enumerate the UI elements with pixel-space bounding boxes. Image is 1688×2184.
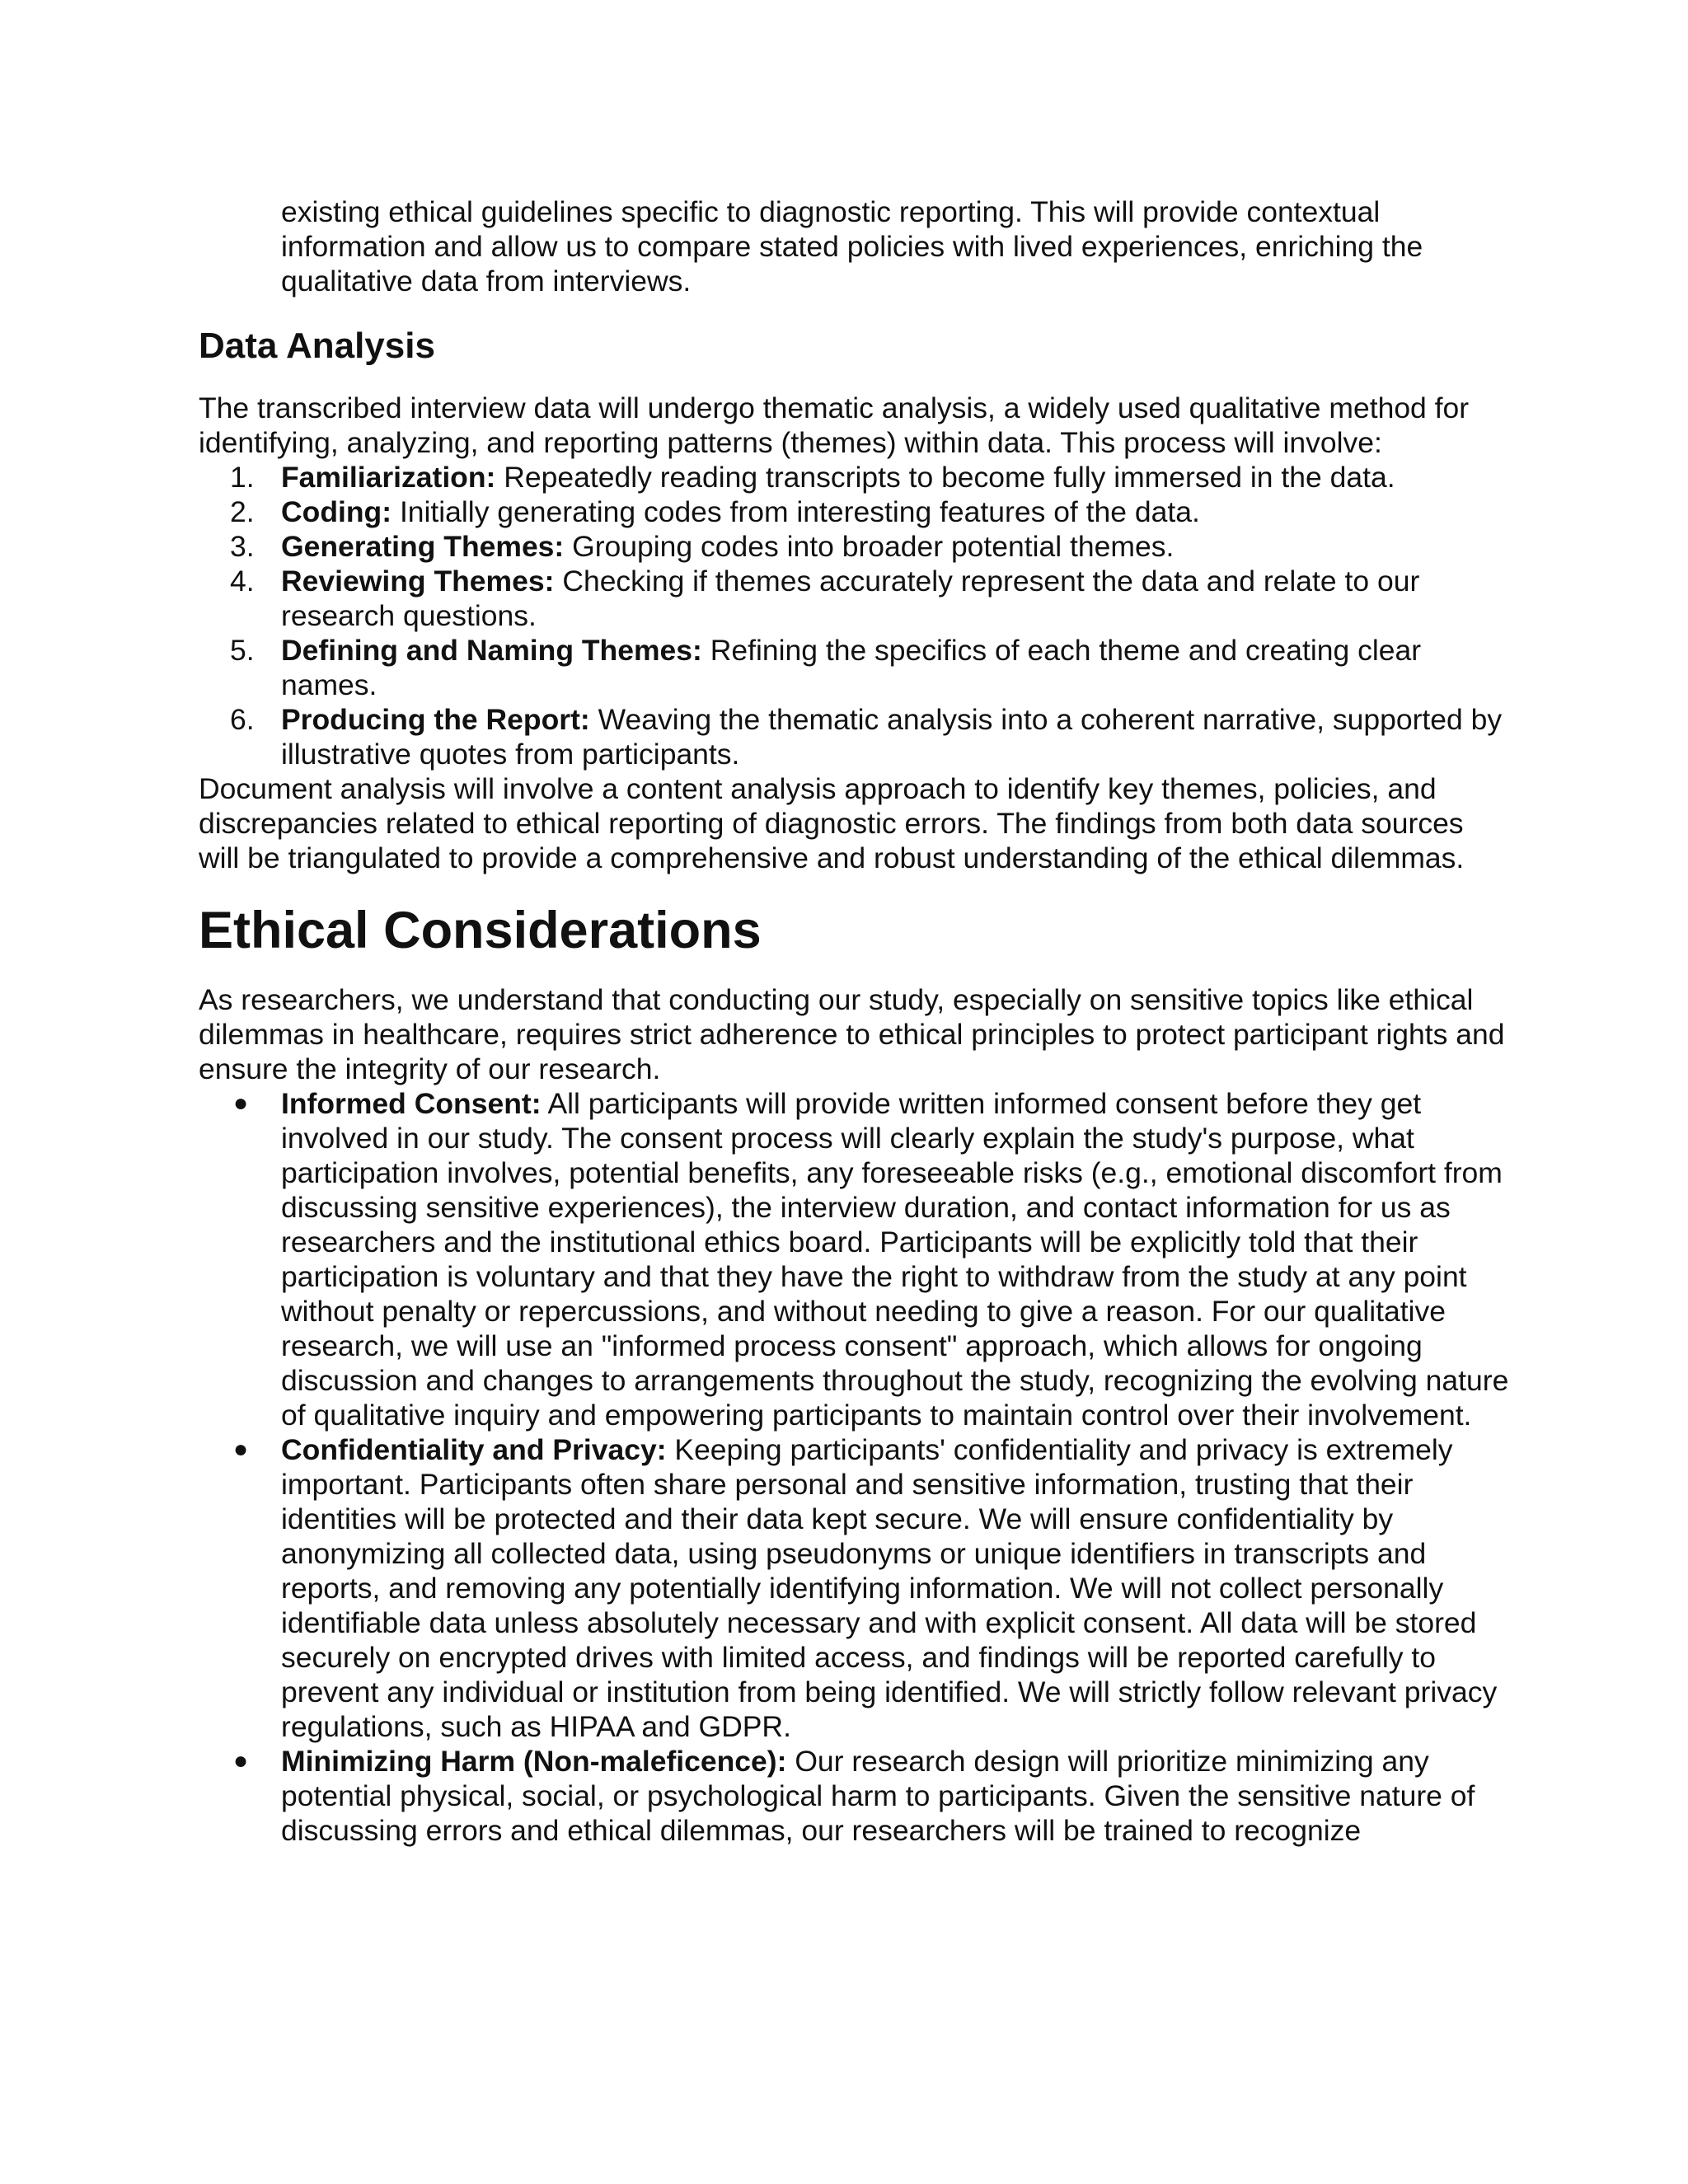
list-item bbox=[199, 1432, 1509, 1744]
list-number: 5. bbox=[230, 634, 255, 667]
step-term: Generating Themes: bbox=[281, 530, 565, 563]
list-item bbox=[199, 633, 1509, 702]
step-text: Checking if themes accurately represent the data and relate to our research questions. bbox=[281, 565, 1420, 632]
step-text: Repeatedly reading transcripts to become fully immersed in the data. bbox=[504, 461, 1395, 494]
principle-text: All participants will provide written informed consent before they get involved in our study. The consent process will clearly explain the study's purpose, what participation involves, potential benefits, any foreseeable risks (e.g., emotional discomfort from discussing sensitive experiences), the interview duration, and contact information for us as researchers and the institutional ethics board. Participants will be explicitly told that their participation is voluntary and that they have the right to withdraw from the study at any point without penalty or repercussions, and without needing to give a reason. For our qualitative research, we will use an "informed process consent" approach, which allows for ongoing discussion and changes to arrangements throughout the study, recognizing the evolving nature of qualitative inquiry and empowering participants to maintain control over their involvement. bbox=[281, 1087, 1509, 1432]
step-term: Defining and Naming Themes: bbox=[281, 634, 702, 667]
step-term: Producing the Report: bbox=[281, 703, 590, 736]
list-item bbox=[199, 1744, 1509, 1848]
bullet-icon: ● bbox=[233, 1436, 249, 1463]
ethical-principles-list bbox=[199, 1086, 1509, 1848]
bullet-icon: ● bbox=[233, 1090, 249, 1117]
list-number: 6. bbox=[230, 703, 255, 736]
principle-text: Keeping participants' confidentiality and privacy is extremely important. Participants often share personal and sensitive information, trusting that their identities will be protected and their data kept secure. We will ensure confidentiality by anonymizing all collected data, using pseudonyms or unique identifiers in transcripts and reports, and removing any potentially identifying information. We will not collect personally identifiable data unless absolutely necessary and with explicit consent. All data will be stored securely on encrypted drives with limited access, and findings will be reported carefully to prevent any individual or institution from being identified. We will strictly follow relevant privacy regulations, such as HIPAA and GDPR. bbox=[281, 1433, 1498, 1743]
step-text: Grouping codes into broader potential themes. bbox=[572, 530, 1175, 563]
list-item bbox=[199, 564, 1509, 633]
principle-term: Minimizing Harm (Non-maleficence): bbox=[281, 1745, 787, 1778]
list-number: 2. bbox=[230, 495, 255, 528]
data-analysis-closing: Document analysis will involve a content analysis approach to identify key themes, policies, and discrepancies related to ethical reporting of diagnostic errors. The findings from both data sources will be triangulated to provide a comprehensive and robust understanding of the ethical dilemmas. bbox=[199, 772, 1465, 874]
data-analysis-heading: Data Analysis bbox=[199, 326, 435, 366]
ethical-intro: As researchers, we understand that conducting our study, especially on sensitive topics like ethical dilemmas in healthcare, requires strict adherence to ethical principles to protect participant rights and ensure the integrity of our research. bbox=[199, 983, 1505, 1085]
principle-term: Confidentiality and Privacy: bbox=[281, 1433, 667, 1466]
step-text: Weaving the thematic analysis into a coherent narrative, supported by illustrative quotes from participants. bbox=[281, 703, 1503, 771]
list-number: 3. bbox=[230, 530, 255, 563]
step-text: Initially generating codes from interesting features of the data. bbox=[399, 495, 1200, 528]
thematic-analysis-steps bbox=[199, 460, 1509, 771]
list-number: 1. bbox=[230, 461, 255, 494]
step-text: Refining the specifics of each theme and creating clear names. bbox=[281, 634, 1422, 701]
principle-text: Our research design will prioritize minimizing any potential physical, social, or psychological harm to participants. Given the sensitive nature of discussing errors and ethical dilemmas, our researchers will be trained to recognize bbox=[281, 1745, 1475, 1847]
ethical-considerations-heading: Ethical Considerations bbox=[199, 902, 762, 959]
list-item bbox=[199, 529, 1509, 564]
intro-continuation-paragraph: existing ethical guidelines specific to diagnostic reporting. This will provide contextual information and allow us to compare stated policies with lived experiences, enriching the qualitative data from interviews. bbox=[281, 195, 1423, 298]
principle-term: Informed Consent: bbox=[281, 1087, 542, 1120]
list-item bbox=[199, 702, 1509, 771]
data-analysis-intro: The transcribed interview data will undergo thematic analysis, a widely used qualitative method for identifying, analyzing, and reporting patterns (themes) within data. This process will involve: bbox=[199, 391, 1470, 459]
page-content bbox=[199, 194, 1509, 1848]
list-item bbox=[199, 494, 1509, 529]
bullet-icon: ● bbox=[233, 1747, 249, 1774]
step-term: Coding: bbox=[281, 495, 392, 528]
list-item bbox=[199, 1086, 1509, 1432]
step-term: Reviewing Themes: bbox=[281, 565, 555, 598]
list-item bbox=[199, 460, 1509, 494]
step-term: Familiarization: bbox=[281, 461, 496, 494]
list-number: 4. bbox=[230, 565, 255, 598]
